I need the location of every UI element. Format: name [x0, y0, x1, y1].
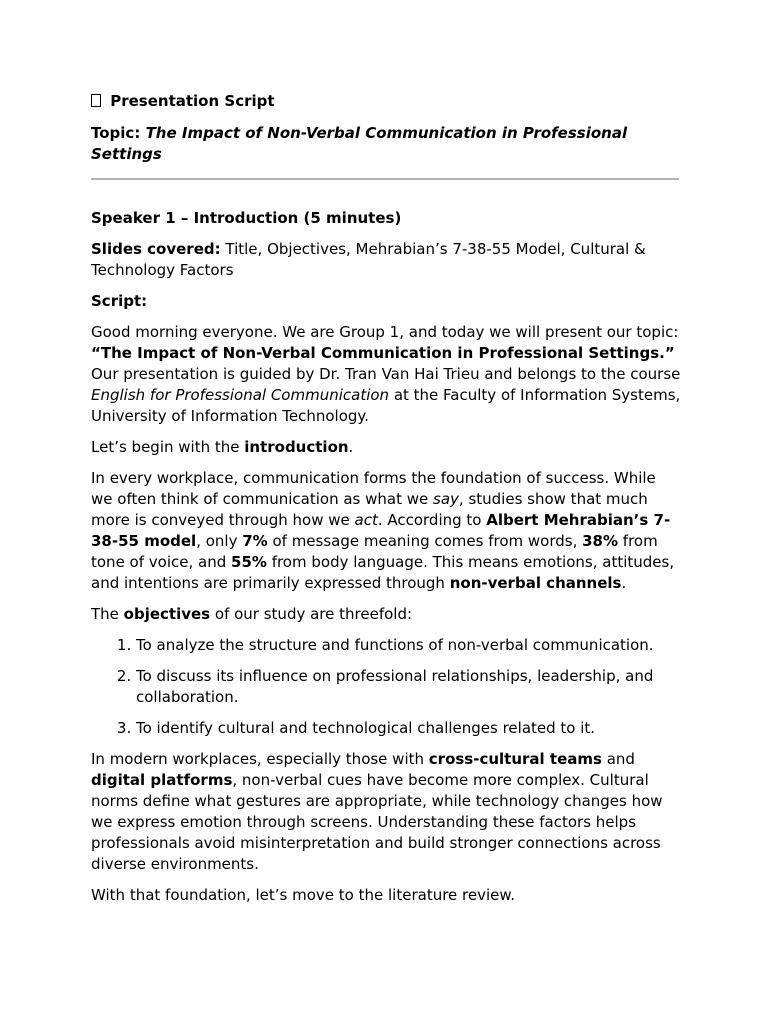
text-run: Our presentation is guided by Dr. Tran Van Hai Trieu and belongs to the course	[91, 365, 681, 383]
text-run: , non-verbal cues have become more complex. Cultural norms define what gestures are appropriate, while technology changes how we express emotion through screens. Understanding these factors helps professionals avoid misinterpretation and build stronger connections across diverse environments.	[91, 771, 663, 873]
text-run: from body language. This means emotions, attitudes, and intentions are primarily expressed through	[91, 553, 675, 592]
paragraph-objectives-intro	[91, 604, 681, 625]
stat-words: 7%	[242, 532, 268, 550]
text-run: , only	[196, 532, 243, 550]
text-run: and	[601, 750, 635, 768]
stat-tone: 38%	[582, 532, 619, 550]
text-run: from tone of voice, and	[91, 532, 658, 571]
document-title-text: Presentation Script	[110, 92, 275, 110]
text-run: In modern workplaces, especially those with	[91, 750, 429, 768]
text-run: .	[348, 438, 354, 456]
emphasis-act: act	[354, 511, 378, 529]
stat-body: 55%	[231, 553, 267, 571]
text-run: The	[91, 605, 124, 623]
paragraph-transition: With that foundation, let’s move to the literature review.	[91, 886, 516, 904]
horizontal-divider	[91, 178, 679, 180]
text-run: Let’s begin with the	[91, 438, 245, 456]
emphasis-model: Albert Mehrabian’s 7-38-55 model	[91, 511, 671, 550]
topic-line	[91, 123, 681, 165]
paragraph-mehrabian	[91, 468, 681, 594]
section-heading: Speaker 1 – Introduction (5 minutes)	[91, 209, 402, 227]
emphasis-nonverbal: non-verbal channels	[449, 574, 622, 592]
emphasis-digital: digital platforms	[91, 771, 233, 789]
emphasis-cross-cultural: cross-cultural teams	[428, 750, 602, 768]
emphasis-objectives: objectives	[123, 605, 211, 623]
slides-covered	[91, 239, 681, 281]
text-run: Good morning everyone. We are Group 1, and today we will present our topic:	[91, 323, 679, 341]
text-run: In every workplace, communication forms the foundation of success. While we often think of communication as what we	[91, 469, 656, 508]
paragraph-begin	[91, 437, 681, 458]
page-icon	[91, 94, 101, 107]
slides-covered-text: Title, Objectives, Mehrabian’s 7-38-55 Model, Cultural & Technology Factors	[91, 240, 646, 279]
objective-item: 3. To identify cultural and technological challenges related to it.	[136, 718, 681, 739]
topic-text: The Impact of Non-Verbal Communication in Professional Settings	[91, 124, 628, 163]
objective-item: 1. To analyze the structure and functions of non-verbal communication.	[136, 635, 681, 656]
objective-item: 2. To discuss its influence on professional relationships, leadership, and collaboration.	[136, 666, 681, 708]
paragraph-greeting	[91, 322, 681, 427]
text-run: .	[621, 574, 627, 592]
topic-label: Topic:	[91, 124, 141, 142]
document-content	[91, 91, 681, 916]
objectives-list	[91, 635, 681, 739]
text-run: . According to	[377, 511, 487, 529]
course-name: English for Professional Communication	[91, 386, 390, 404]
document-title	[91, 91, 681, 112]
emphasis-introduction: introduction	[244, 438, 349, 456]
emphasis-say: say	[433, 490, 459, 508]
script-label: Script:	[91, 292, 148, 310]
text-run: of our study are threefold:	[210, 605, 413, 623]
slides-covered-label: Slides covered:	[91, 240, 221, 258]
paragraph-modern-workplaces	[91, 749, 681, 875]
text-run: at the Faculty of Information Systems, University of Information Technology.	[91, 386, 681, 425]
text-run: , studies show that much more is conveyed through how we	[91, 490, 648, 529]
topic-quote: “The Impact of Non-Verbal Communication in Professional Settings.”	[91, 344, 675, 362]
text-run: of message meaning comes from words,	[267, 532, 583, 550]
